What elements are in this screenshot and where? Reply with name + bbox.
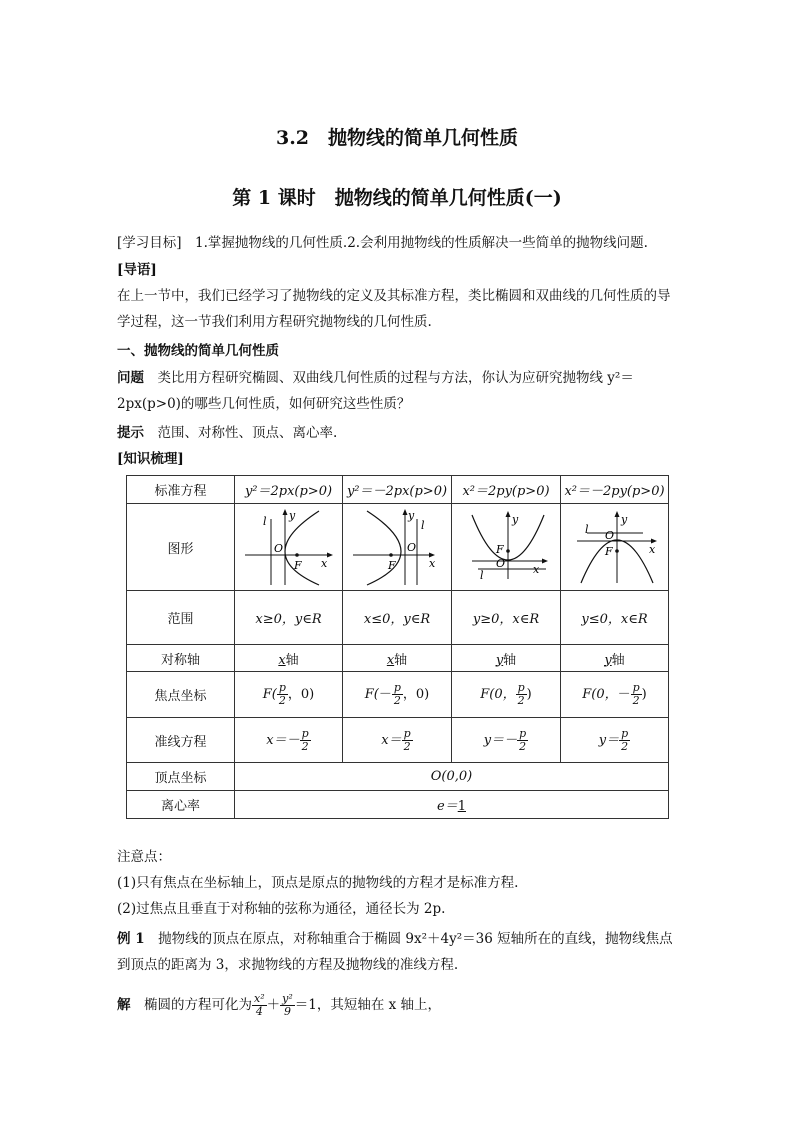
axis-suffix: 轴	[394, 652, 408, 668]
range-cell: y≤0，x∈R	[561, 591, 669, 645]
axis-name: y	[604, 652, 612, 668]
row-label: 对称轴	[127, 645, 235, 672]
equation-cell: y²＝－2px(p>0)	[343, 476, 452, 504]
range-cell: x≤0，y∈R	[343, 591, 452, 645]
focus-prefix: F(	[364, 687, 379, 702]
focus-suffix: )	[526, 687, 532, 702]
row-label: 准线方程	[127, 718, 235, 763]
notes-label: 注意点：	[117, 849, 171, 865]
origin-label: O	[407, 541, 417, 554]
table-row	[127, 645, 669, 672]
fraction: $\frac{p}{2}$	[621, 726, 629, 753]
table-row	[127, 791, 669, 819]
range-cell: y≥0，x∈R	[452, 591, 561, 645]
fraction: $\frac{\text{x²}}{4}$	[254, 992, 265, 1018]
axis-suffix: 轴	[611, 652, 625, 668]
y-axis-arrow	[282, 509, 287, 515]
table-row	[127, 591, 669, 645]
intro-label: [导语]	[117, 262, 157, 278]
vertex-cell: O(0,0)	[235, 763, 669, 791]
axis-cell	[235, 645, 343, 672]
equation-cell: y²＝2px(p>0)	[235, 476, 343, 504]
focus-point	[295, 553, 299, 557]
learning-goal: [学习目标] 1.掌握抛物线的几何性质.2.会利用抛物线的性质解决一些简单的抛物线问题.	[117, 235, 648, 251]
fraction: $\frac{p}{2}$	[278, 681, 286, 707]
focus-point	[389, 553, 393, 557]
origin-label: O	[496, 557, 506, 570]
plus-sign: ＋	[266, 997, 281, 1013]
table-row	[127, 718, 669, 763]
row-label: 范围	[127, 591, 235, 645]
solution-paragraph	[117, 993, 677, 1018]
fraction: $\frac{\text{y²}}{9}$	[282, 992, 293, 1018]
focus-label: F	[496, 543, 504, 556]
directrix-lhs: y＝	[598, 732, 620, 748]
x-label: x	[533, 563, 540, 576]
directrix-cell	[561, 718, 669, 763]
equation-cell: x²＝2py(p>0)	[452, 476, 561, 504]
focus-label: F	[604, 545, 613, 558]
directrix-label: l	[480, 569, 484, 582]
directrix-cell	[343, 718, 452, 763]
focus-label: F	[388, 559, 396, 572]
row-label: 标准方程	[127, 476, 235, 504]
question-text: 类比用方程研究椭圆、双曲线几何性质的过程与方法，你认为应研究抛物线 y²＝2px(p>0)的哪些几何性质，如何研究这些性质？	[117, 370, 634, 412]
question-label: 问题	[117, 370, 144, 386]
parabola-curve	[367, 511, 401, 585]
x-label: x	[648, 543, 655, 556]
hint-label: 提示	[117, 425, 144, 441]
fraction: $\frac{p}{2}$	[519, 726, 527, 753]
graph-cell	[452, 504, 561, 591]
section-title: 3.2 抛物线的简单几何性质	[275, 127, 519, 149]
focus-sign: －	[617, 687, 631, 702]
row-label: 焦点坐标	[127, 672, 235, 718]
table-row	[127, 672, 669, 718]
section-heading: 一、抛物线的简单几何性质	[117, 343, 279, 359]
question-paragraph	[117, 365, 682, 417]
parabola-down-graph	[565, 507, 665, 587]
focus-sign: －	[378, 687, 392, 702]
focus-suffix: )	[641, 687, 647, 702]
graph-cell	[343, 504, 452, 591]
table-row	[127, 504, 669, 591]
y-axis-arrow	[403, 509, 408, 515]
focus-cell	[235, 672, 343, 718]
focus-cell	[561, 672, 669, 718]
y-axis-arrow	[506, 511, 511, 517]
note-2: (2)过焦点且垂直于对称轴的弦称为通径，通径长为 2p.	[117, 901, 446, 917]
note-1: (1)只有焦点在坐标轴上，顶点是原点的抛物线的方程才是标准方程.	[117, 875, 519, 891]
fraction: $\frac{p}{2}$	[403, 726, 411, 753]
solution-pre: 椭圆的方程可化为	[144, 997, 252, 1013]
parabola-up-graph	[456, 507, 556, 587]
y-axis-arrow	[614, 511, 619, 517]
graph-cell	[561, 504, 669, 591]
x-axis-arrow	[542, 559, 548, 564]
origin-label: O	[604, 529, 614, 542]
parabola-curve	[285, 511, 319, 585]
row-label: 图形	[127, 504, 235, 591]
focus-prefix: F(0，	[480, 687, 516, 702]
knowledge-label: [知识梳理]	[117, 451, 184, 467]
range-cell: x≥0，y∈R	[235, 591, 343, 645]
eccentricity-cell	[235, 791, 669, 819]
origin-label: O	[273, 542, 283, 555]
directrix-cell	[235, 718, 343, 763]
row-label: 离心率	[127, 791, 235, 819]
focus-point	[615, 549, 619, 553]
axis-name: x	[278, 652, 286, 668]
fraction: $\frac{p}{2}$	[393, 681, 401, 707]
directrix-label: l	[584, 523, 589, 536]
parabola-left-graph	[349, 507, 445, 587]
example-paragraph	[117, 926, 682, 978]
y-label: y	[512, 513, 519, 526]
example-text: 抛物线的顶点在原点，对称轴重合于椭圆 9x²＋4y²＝36 短轴所在的直线，抛物线焦点到顶点的距离为 3，求抛物线的方程及抛物线的准线方程.	[117, 931, 673, 973]
eccentricity-value: 1	[457, 799, 466, 814]
y-label: y	[408, 509, 415, 522]
axis-name: x	[386, 652, 395, 668]
directrix-label: l	[262, 515, 267, 528]
axis-cell	[452, 645, 561, 672]
focus-suffix: ，0)	[287, 687, 315, 702]
solution-rest: ＝1，其短轴在 x 轴上，	[294, 997, 442, 1013]
directrix-lhs: x＝	[381, 732, 402, 748]
focus-prefix: F(0，	[582, 687, 618, 702]
graph-cell	[235, 504, 343, 591]
focus-cell	[452, 672, 561, 718]
fraction: $\frac{p}{2}$	[632, 681, 640, 707]
fraction: $\frac{p}{2}$	[517, 681, 525, 707]
y-label: y	[288, 509, 295, 522]
directrix-cell	[452, 718, 561, 763]
properties-table	[126, 475, 669, 819]
table-row	[127, 763, 669, 791]
example-label: 例 1	[117, 931, 145, 947]
focus-label: F	[293, 559, 302, 572]
axis-suffix: 轴	[503, 652, 517, 668]
x-axis-arrow	[327, 553, 333, 558]
intro-text: 在上一节中，我们已经学习了抛物线的定义及其标准方程，类比椭圆和双曲线的几何性质的导学过程，这一节我们利用方程研究抛物线的几何性质.	[117, 288, 671, 330]
hint-paragraph	[117, 423, 677, 443]
lesson-title: 第 1 课时 抛物线的简单几何性质(一)	[232, 187, 562, 209]
parabola-right-graph	[241, 507, 337, 587]
equation-cell: x²＝－2py(p>0)	[561, 476, 669, 504]
axis-name: y	[495, 652, 504, 668]
eccentricity-lhs: e＝	[437, 799, 458, 814]
row-label: 顶点坐标	[127, 763, 235, 791]
focus-suffix: ，0)	[402, 687, 430, 702]
directrix-label: l	[421, 519, 425, 532]
y-label: y	[620, 513, 627, 526]
axis-suffix: 轴	[285, 652, 299, 668]
directrix-lhs: x＝－	[266, 732, 300, 748]
x-label: x	[320, 557, 327, 570]
axis-cell	[343, 645, 452, 672]
focus-point	[506, 549, 510, 553]
hint-text: 范围、对称性、顶点、离心率.	[157, 425, 338, 441]
directrix-lhs: y＝－	[483, 732, 518, 748]
x-label: x	[429, 557, 436, 570]
focus-cell	[343, 672, 452, 718]
focus-prefix: F(	[262, 687, 277, 702]
table-row	[127, 476, 669, 504]
solution-label: 解	[117, 997, 131, 1013]
axis-cell	[561, 645, 669, 672]
fraction: $\frac{p}{2}$	[301, 726, 309, 753]
